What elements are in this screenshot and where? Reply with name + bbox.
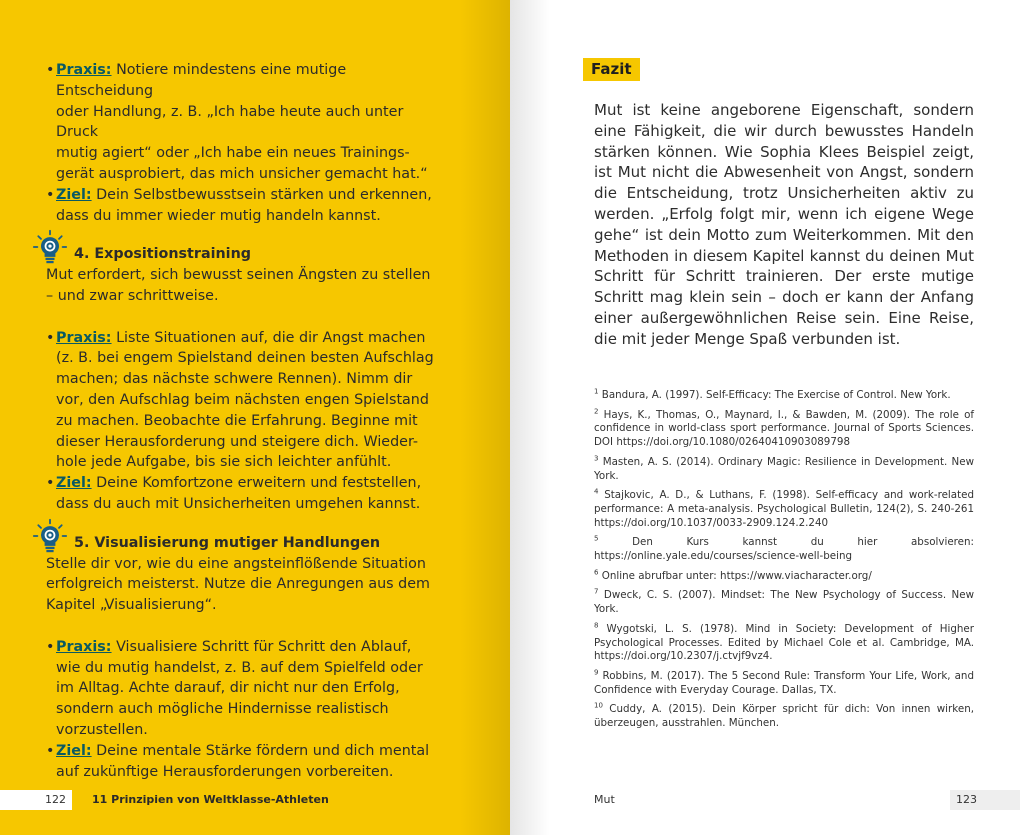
- praxis-line: sondern auch mögliche Hindernisse realistisch: [56, 701, 389, 718]
- lightbulb-gear-icon: [32, 518, 68, 554]
- praxis-line: vorzustellen.: [56, 721, 148, 738]
- footnote: [594, 570, 974, 584]
- footnote-number: 7: [594, 588, 599, 597]
- intro-line: Stelle dir vor, wie du eine angsteinflößende Situation: [46, 555, 426, 572]
- intro-line: Kapitel „Visualisierung“.: [46, 597, 217, 614]
- ziel-line: auf zukünftige Herausforderungen vorbereiten.: [56, 763, 394, 780]
- praxis-bullet-5: [46, 637, 436, 741]
- praxis-line: Praxis: Liste Situationen auf, die dir Angst machen: [56, 329, 426, 346]
- praxis-line: gerät ausprobiert, das mich unsicher gemacht hat.“: [56, 165, 428, 182]
- footnote: [594, 489, 974, 530]
- praxis-line: zu machen. Beobachte die Erfahrung. Beginne mit: [56, 412, 418, 429]
- footnote-text: Online abrufbar unter: https://www.viacharacter.org/: [601, 569, 872, 582]
- footnote-text: Robbins, M. (2017). The 5 Second Rule: Transform Your Life, Work, and Confidence with Everyday Courage. Dallas, TX.: [594, 669, 974, 696]
- ziel-bullet-1: [46, 185, 436, 227]
- intro-line: – und zwar schrittweise.: [46, 287, 219, 304]
- footnote: [594, 389, 974, 403]
- praxis-line: mutig agiert“ oder „Ich habe ein neues Trainings-: [56, 145, 410, 162]
- praxis-line: wie du mutig handelst, z. B. auf dem Spielfeld oder: [56, 659, 423, 676]
- ziel-keyword: Ziel:: [56, 742, 92, 759]
- praxis-keyword: Praxis:: [56, 638, 112, 655]
- section-heading-5: 5. Visualisierung mutiger Handlungen: [46, 533, 436, 554]
- footnote-text: Cuddy, A. (2015). Dein Körper spricht für dich: Von innen wirken, überzeugen, ausstrahlen. München.: [594, 703, 975, 730]
- footnote-text: Hays, K., Thomas, O., Maynard, I., & Bawden, M. (2009). The role of confidence in world-class sport performance. Journal of Sports Sciences. DOI https://doi.org/10.1080/02640410903089798: [594, 408, 974, 449]
- ziel-bullet-5: [46, 741, 436, 783]
- footnote-text: Dweck, C. S. (2007). Mindset: The New Psychology of Success. New York.: [594, 589, 975, 616]
- footnote-number: 2: [594, 407, 599, 416]
- page-number-right: 123: [956, 793, 977, 806]
- bullet-dot: •: [46, 742, 55, 759]
- ziel-line: Ziel: Dein Selbstbewusstsein stärken und erkennen,: [56, 186, 432, 203]
- bullet-dot: •: [46, 329, 55, 346]
- praxis-keyword: Praxis:: [56, 62, 112, 78]
- footnote-number: 8: [594, 621, 599, 630]
- footnote: [594, 409, 974, 450]
- footnote-number: 6: [594, 568, 599, 577]
- praxis-line: dieser Herausforderung und steigere dich. Wieder-: [56, 433, 419, 450]
- footnote-number: 3: [594, 454, 599, 463]
- footnote: [594, 536, 974, 563]
- footnote: [594, 623, 974, 664]
- footnote-text: Den Kurs kannst du hier absolvieren: https://online.yale.edu/courses/science-well-being: [594, 536, 974, 563]
- gutter-shadow-right: [510, 0, 550, 835]
- left-page-content: [46, 60, 436, 782]
- ziel-bullet-4: [46, 473, 436, 515]
- footnote: [594, 456, 974, 483]
- footnote-text: Bandura, A. (1997). Self-Efficacy: The Exercise of Control. New York.: [601, 389, 951, 401]
- bullet-dot: •: [46, 186, 55, 203]
- praxis-bullet-1: [46, 60, 436, 185]
- ziel-keyword: Ziel:: [56, 475, 92, 492]
- praxis-line: oder Handlung, z. B. „Ich habe heute auch unter Druck: [56, 103, 404, 141]
- footnote-number: 1: [594, 387, 599, 396]
- footnote-text: Stajkovic, A. D., & Luthans, F. (1998). Self-efficacy and work-related performance: A meta-analysis. Psychological Bulletin, 124(2), S. 240-261 https://doi.org/10.1037/0033-2909.124.2.240: [594, 489, 974, 529]
- gutter-shadow: [460, 0, 510, 835]
- footnote-text: Wygotski, L. S. (1978). Mind in Society: Development of Higher Psychological Processes. Edited by Michael Cole et al. Cambridge, MA. https://doi.org/10.2307/j.ctvjf9vz4.: [594, 622, 974, 663]
- fazit-paragraph: Mut ist keine angeborene Eigenschaft, sondern eine Fähigkeit, die wir durch bewusstes Handeln stärken können. Wie Sophia Klees Beispiel zeigt, ist Mut nicht die Abwesenheit von Angst, sondern die Entscheidung, trotz Unsicherheiten aktiv zu werden. „Erfolg folgt mir, wenn ich eigene Wege gehe“ ist dein Motto zum Weiterkommen. Mit den Methoden in diesem Kapitel kannst du deinen Mut Schritt für Schritt trainieren. Der erste mutige Schritt mag klein sein – doch er kann der Anfang einer außergewöhnlichen Reise sein. Eine Reise, die mit jeder Menge Spaß verbunden ist.: [594, 101, 974, 348]
- intro-line: erfolgreich meisterst. Nutze die Anregungen aus dem: [46, 576, 430, 593]
- praxis-bullet-4: [46, 328, 436, 474]
- ziel-line: Ziel: Deine Komfortzone erweitern und feststellen,: [56, 475, 422, 492]
- ziel-line: dass du immer wieder mutig handeln kannst.: [56, 207, 381, 224]
- ziel-line: Ziel: Deine mentale Stärke fördern und dich mental: [56, 742, 430, 759]
- footnote: [594, 589, 974, 616]
- ziel-line: dass du auch mit Unsicherheiten umgehen kannst.: [56, 495, 421, 512]
- fazit-heading: Fazit: [583, 58, 640, 81]
- footnote-number: 10: [594, 701, 603, 710]
- footnote-number: 5: [594, 534, 599, 543]
- bullet-dot: •: [46, 475, 55, 492]
- praxis-line: hole jede Aufgabe, bis sie sich leichter anfühlt.: [56, 454, 392, 471]
- footnotes: [594, 389, 974, 737]
- ziel-keyword: Ziel:: [56, 186, 92, 203]
- page-number-left: 122: [45, 793, 66, 806]
- bullet-dot: •: [46, 638, 55, 655]
- section-heading-4: 4. Expositionstraining: [46, 244, 436, 265]
- footnote: [594, 703, 974, 730]
- intro-line: Mut erfordert, sich bewusst seinen Ängsten zu stellen: [46, 267, 431, 284]
- praxis-line: vor, den Aufschlag beim nächsten engen Spielstand: [56, 391, 429, 408]
- footnote: [594, 670, 974, 697]
- running-head-right: Mut: [594, 793, 615, 806]
- praxis-line: Praxis: Notiere mindestens eine mutige Entscheidung: [56, 62, 347, 99]
- praxis-keyword: Praxis:: [56, 329, 112, 346]
- praxis-line: machen; das nächste schwere Rennen). Nimm dir: [56, 371, 413, 388]
- footnote-text: Masten, A. S. (2014). Ordinary Magic: Resilience in Development. New York.: [594, 455, 974, 482]
- lightbulb-gear-icon: [32, 229, 68, 265]
- praxis-line: Praxis: Visualisiere Schritt für Schritt den Ablauf,: [56, 638, 412, 655]
- footnote-number: 9: [594, 668, 599, 677]
- running-head-left: 11 Prinzipien von Weltklasse-Athleten: [92, 793, 329, 806]
- bullet-dot: •: [46, 62, 55, 78]
- praxis-line: (z. B. bei engem Spielstand deinen besten Aufschlag: [56, 350, 434, 367]
- footnote-number: 4: [594, 487, 599, 496]
- praxis-line: im Alltag. Achte darauf, dir nicht nur den Erfolg,: [56, 680, 400, 697]
